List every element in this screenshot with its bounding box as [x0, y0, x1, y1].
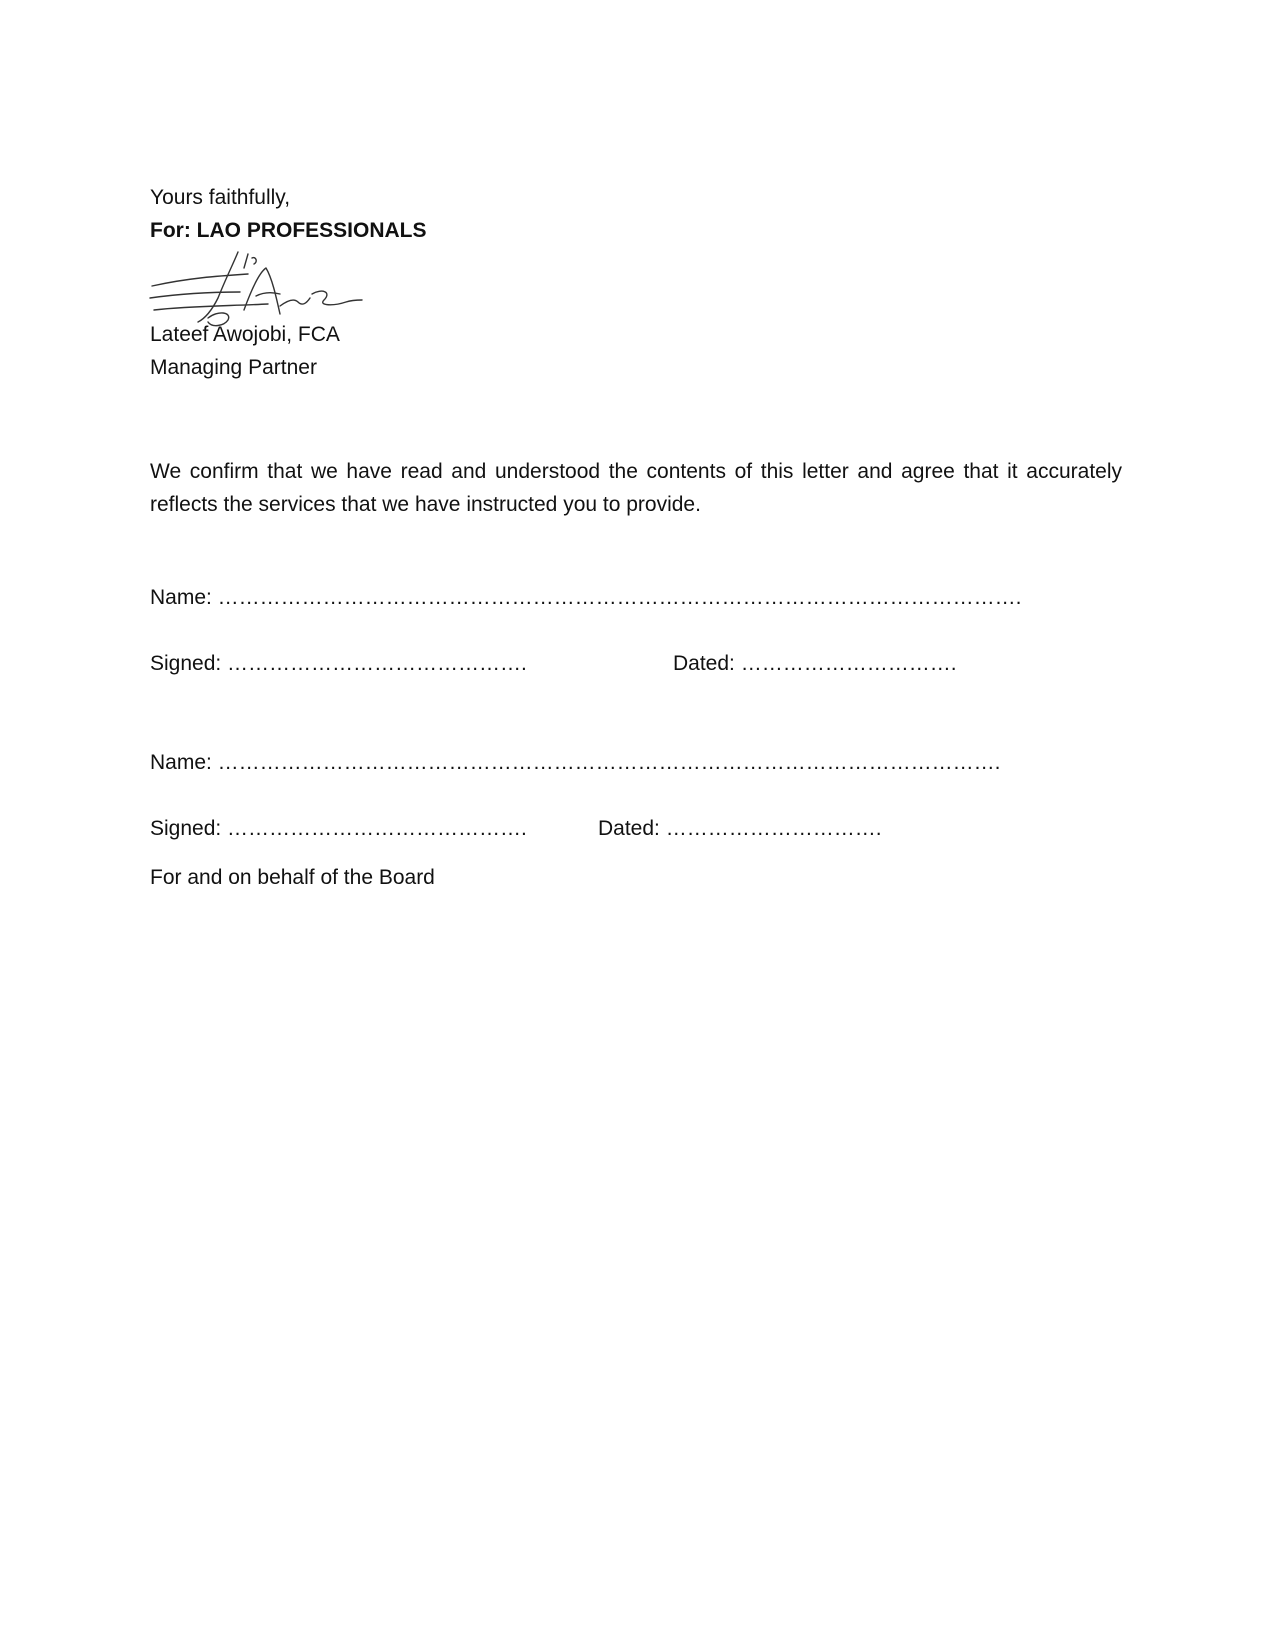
name-line-2: Name: …………………………………………………………………………………………………. [150, 751, 1001, 774]
firm-line: For: LAO PROFESSIONALS [150, 219, 427, 242]
board-line: For and on behalf of the Board [150, 866, 435, 889]
name-field-1 [150, 585, 1130, 615]
dated-line-1: Dated: …………………………. [673, 652, 957, 675]
signed-line-1: Signed: ……………………………………. [150, 652, 527, 675]
salutation: Yours faithfully, [150, 186, 291, 209]
dated-line-2: Dated: …………………………. [598, 817, 882, 840]
confirmation-paragraph: We confirm that we have read and understood the contents of this letter and agree that it accurately reflects the services that we have instructed you to provide. [150, 460, 1122, 516]
signed-line-2: Signed: ……………………………………. [150, 817, 527, 840]
name-field-2 [150, 750, 1130, 780]
signed-dated-row-2 [150, 816, 1130, 846]
signatory-title: Managing Partner [150, 356, 317, 379]
name-line-1: Name: ……………………………………………………………………………………………………. [150, 586, 1022, 609]
signed-dated-row-1 [150, 651, 1130, 681]
signatory-name: Lateef Awojobi, FCA [150, 323, 340, 346]
